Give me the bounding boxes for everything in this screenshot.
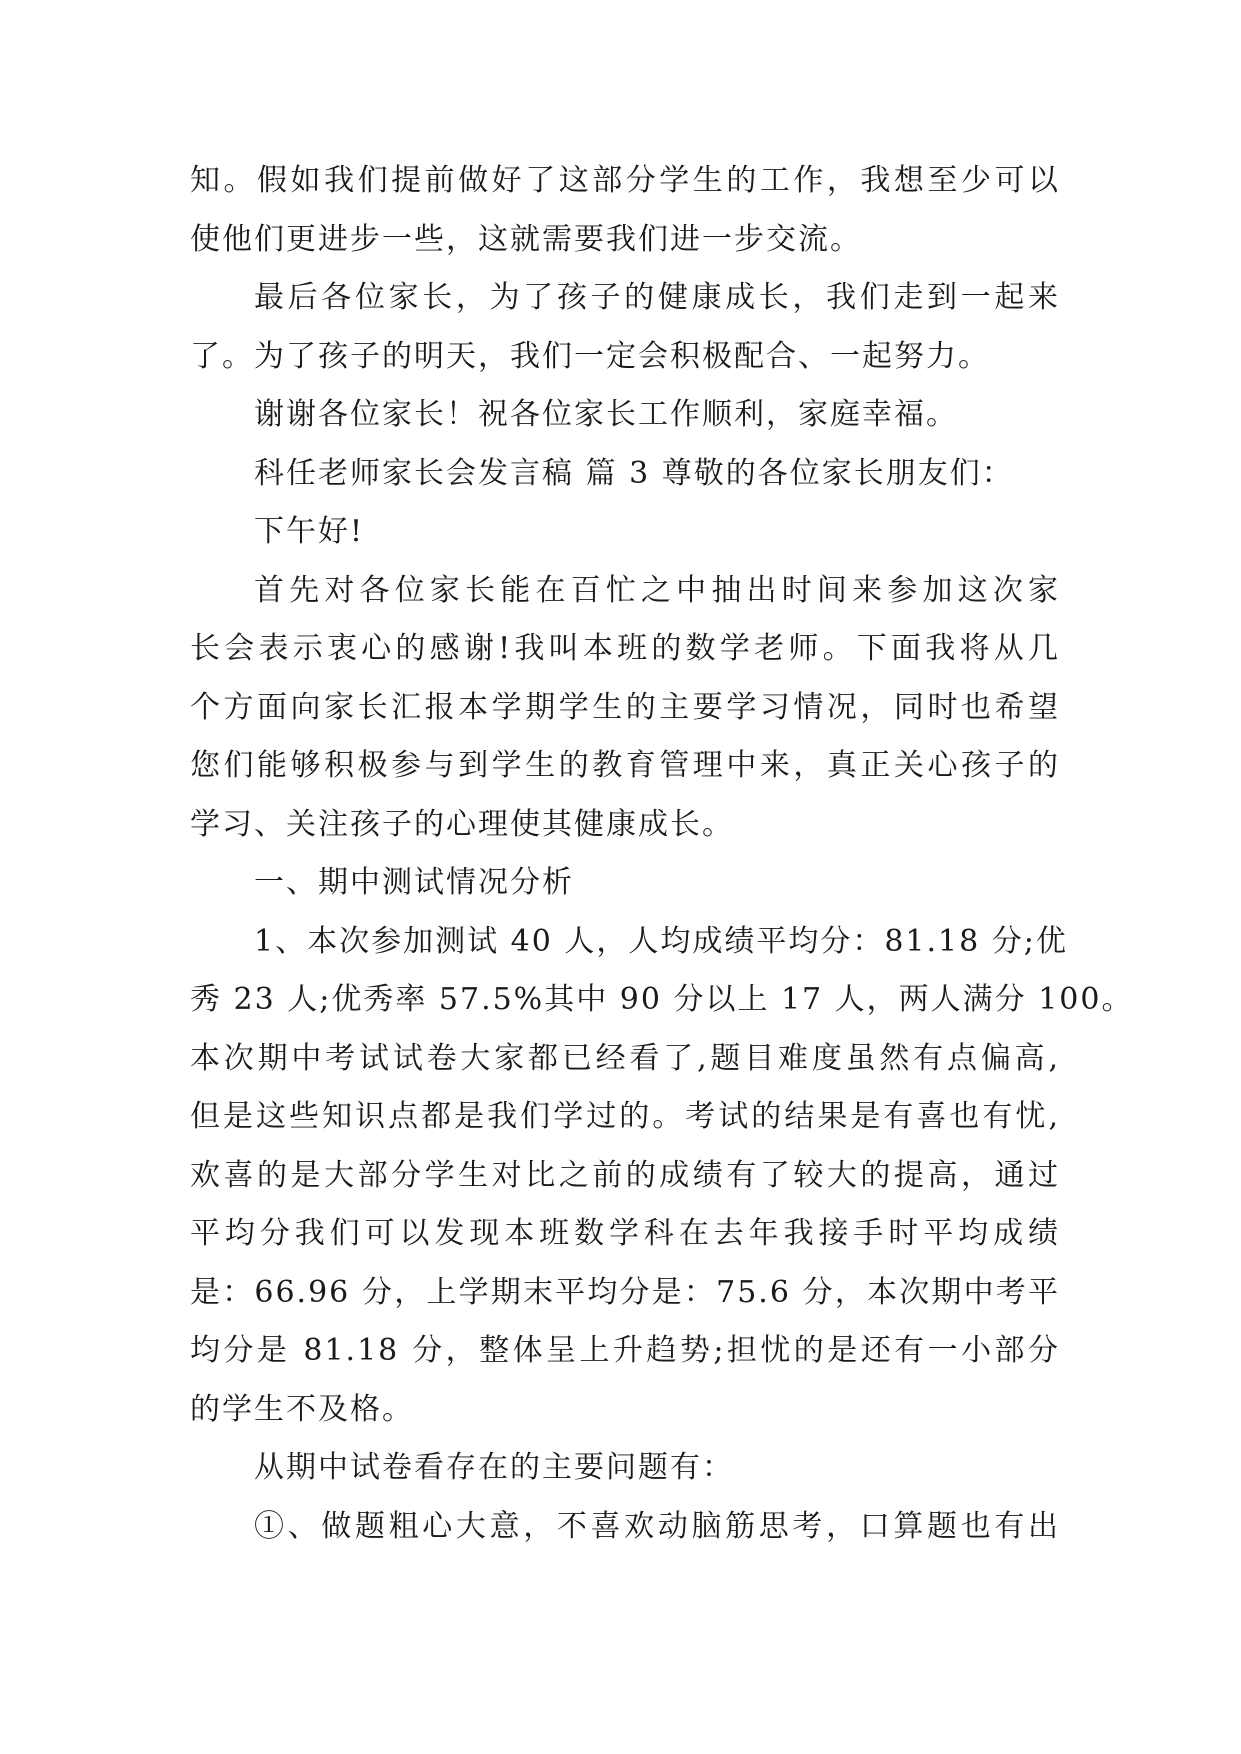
text-line: 一、期中测试情况分析 [254,865,574,900]
text-line: 长会表示衷心的感谢!我叫本班的数学老师。下面我将从几 [190,631,1060,666]
text-line: 您们能够积极参与到学生的教育管理中来，真正关心孩子的 [190,748,1060,783]
text-line: 最后各位家长，为了孩子的健康成长，我们走到一起来 [254,280,1060,315]
text-line: 秀 23 人;优秀率 57.5%其中 90 分以上 17 人，两人满分 100。 [190,982,1134,1017]
text-line: 学习、关注孩子的心理使其健康成长。 [190,806,734,842]
body-text [190,152,1134,1556]
text-line: ①、做题粗心大意，不喜欢动脑筋思考，口算题也有出 [254,1508,1060,1544]
text-line: 谢谢各位家长！祝各位家长工作顺利，家庭幸福。 [254,397,958,432]
text-line: 本次期中考试试卷大家都已经看了,题目难度虽然有点偏高, [190,1040,1060,1076]
text-line: 从期中试卷看存在的主要问题有： [254,1450,734,1485]
text-line: 了。为了孩子的明天，我们一定会积极配合、一起努力。 [190,338,990,374]
text-line: 欢喜的是大部分学生对比之前的成绩有了较大的提高，通过 [190,1157,1060,1193]
text-line: 知。假如我们提前做好了这部分学生的工作，我想至少可以 [190,163,1060,198]
text-line: 是：66.96 分，上学期末平均分是：75.6 分，本次期中考平 [190,1274,1060,1310]
text-line: 下午好! [254,514,365,549]
text-line: 科任老师家长会发言稿 篇 3 尊敬的各位家长朋友们： [254,455,1014,491]
text-line: 使他们更进步一些，这就需要我们进一步交流。 [190,221,862,257]
text-line: 均分是 81.18 分，整体呈上升趋势;担忧的是还有一小部分 [190,1333,1060,1368]
text-line: 但是这些知识点都是我们学过的。考试的结果是有喜也有忧, [190,1099,1060,1134]
text-line: 个方面向家长汇报本学期学生的主要学习情况，同时也希望 [190,689,1060,725]
text-line: 的学生不及格。 [190,1391,414,1427]
text-line: 1、本次参加测试 40 人，人均成绩平均分：81.18 分;优 [254,923,1068,959]
text-line: 平均分我们可以发现本班数学科在去年我接手时平均成绩 [190,1216,1060,1251]
text-line: 首先对各位家长能在百忙之中抽出时间来参加这次家 [254,572,1060,608]
